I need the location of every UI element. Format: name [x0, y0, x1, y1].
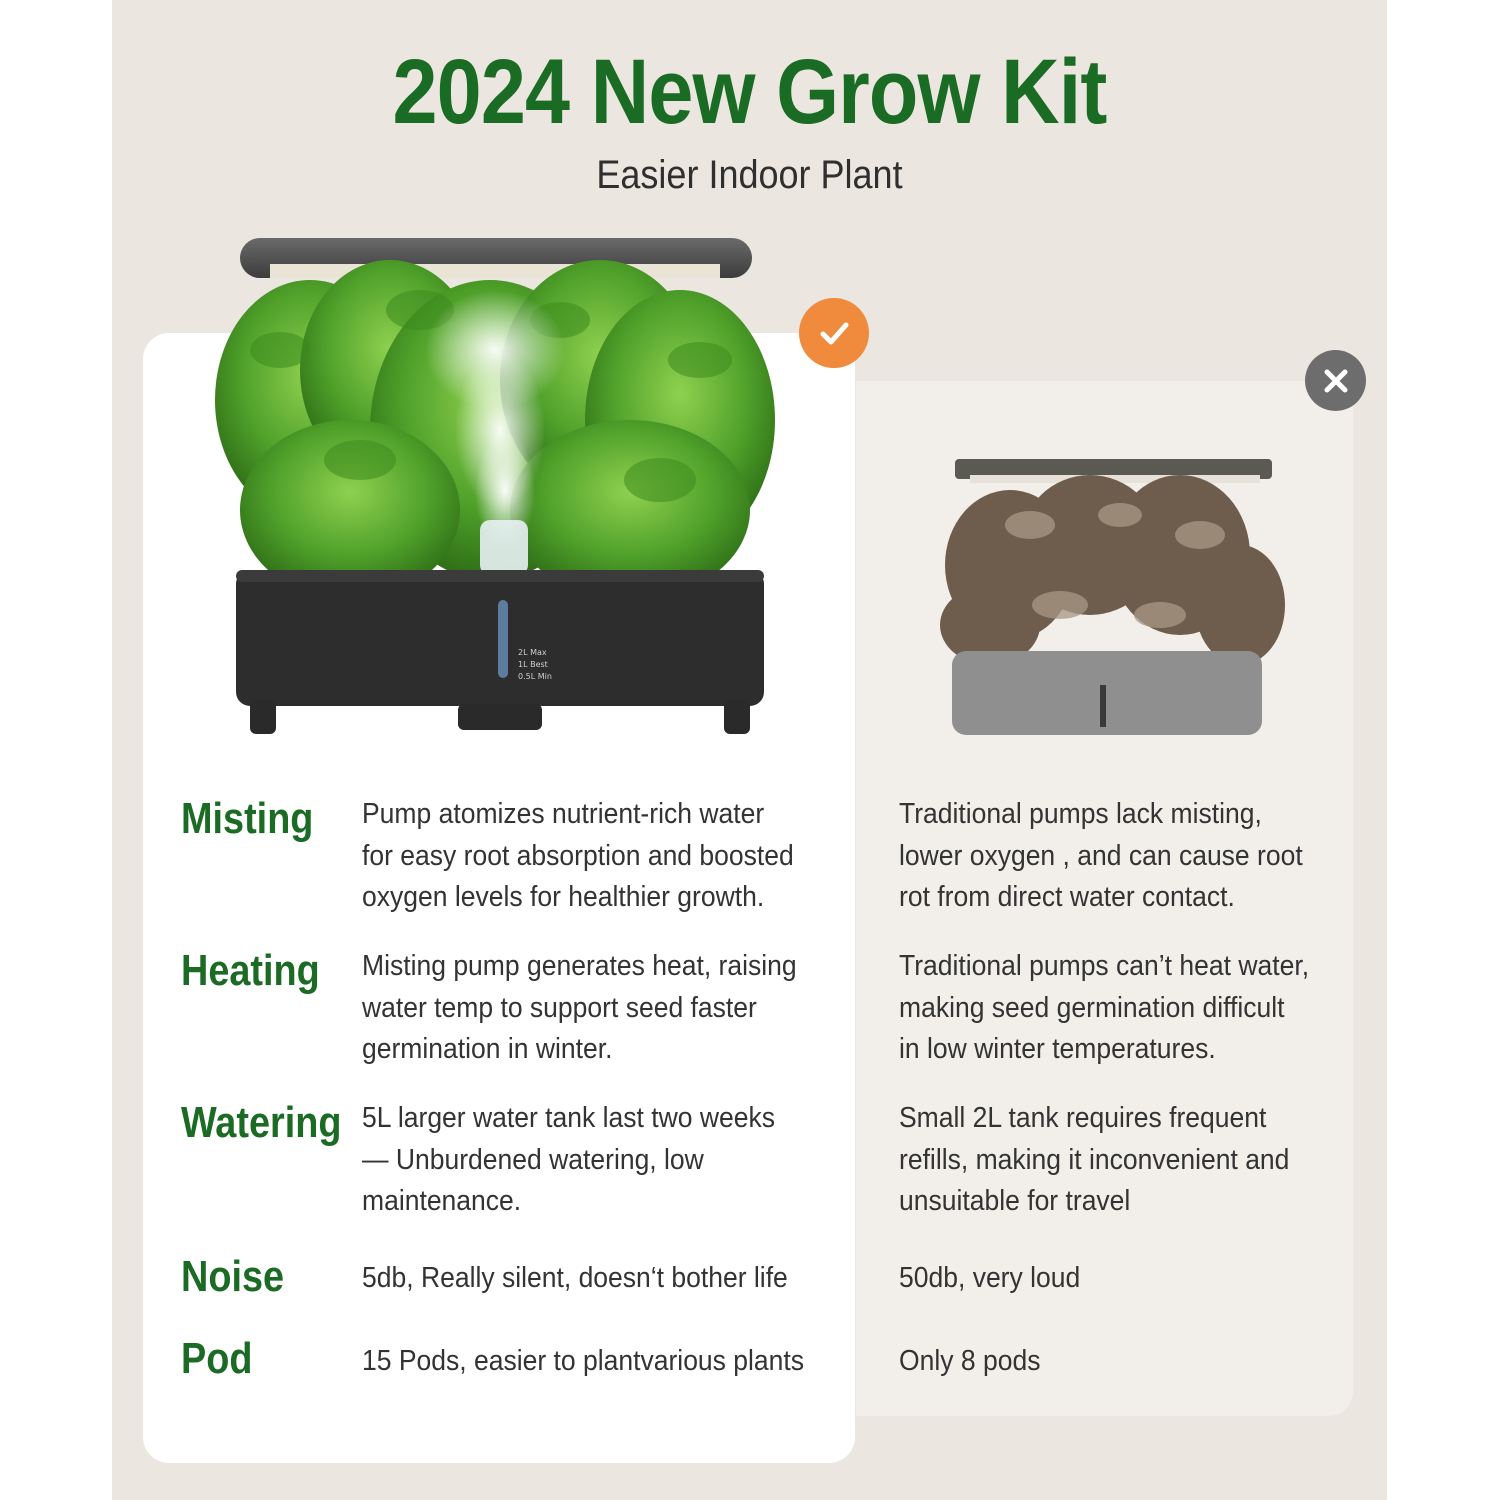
- competitor-image: [930, 455, 1300, 745]
- close-icon: [1305, 350, 1366, 411]
- feature-theirs-misting: Traditional pumps lack misting, lower oxygen , and can cause root rot from direct water contact.: [899, 798, 1303, 913]
- feature-label-watering: Watering: [181, 1098, 342, 1147]
- gauge-max: 2L Max: [518, 648, 547, 657]
- feature-label-heating: Heating: [181, 946, 320, 995]
- feature-theirs-watering: Small 2L tank requires frequent refills, making it inconvenient and unsuitable for travel: [899, 1102, 1290, 1217]
- feature-ours-misting: Pump atomizes nutrient-rich water for easy root absorption and boosted oxygen levels for healthier growth.: [362, 798, 794, 913]
- feature-theirs-pod: Only 8 pods: [899, 1345, 1041, 1377]
- feature-ours-noise: 5db, Really silent, doesn‘t bother life: [362, 1262, 788, 1294]
- feature-theirs-noise: 50db, very loud: [899, 1262, 1081, 1294]
- page-subtitle: Easier Indoor Plant: [596, 153, 903, 197]
- page-title: 2024 New Grow Kit: [392, 41, 1107, 143]
- feature-label-misting: Misting: [181, 794, 314, 843]
- feature-ours-heating: Misting pump generates heat, raising water temp to support seed faster germination in winter.: [362, 950, 797, 1065]
- feature-ours-pod: 15 Pods, easier to plantvarious plants: [362, 1345, 805, 1377]
- gauge-best: 1L Best: [518, 660, 548, 669]
- feature-label-noise: Noise: [181, 1252, 285, 1301]
- check-icon: [799, 298, 869, 368]
- feature-theirs-heating: Traditional pumps can’t heat water, making seed germination difficult in low winter temperatures.: [899, 950, 1310, 1065]
- grow-kit-image: [200, 230, 800, 750]
- feature-label-pod: Pod: [181, 1334, 253, 1383]
- feature-ours-watering: 5L larger water tank last two weeks — Unburdened watering, low maintenance.: [362, 1102, 775, 1217]
- gauge-min: 0.5L Min: [518, 672, 552, 681]
